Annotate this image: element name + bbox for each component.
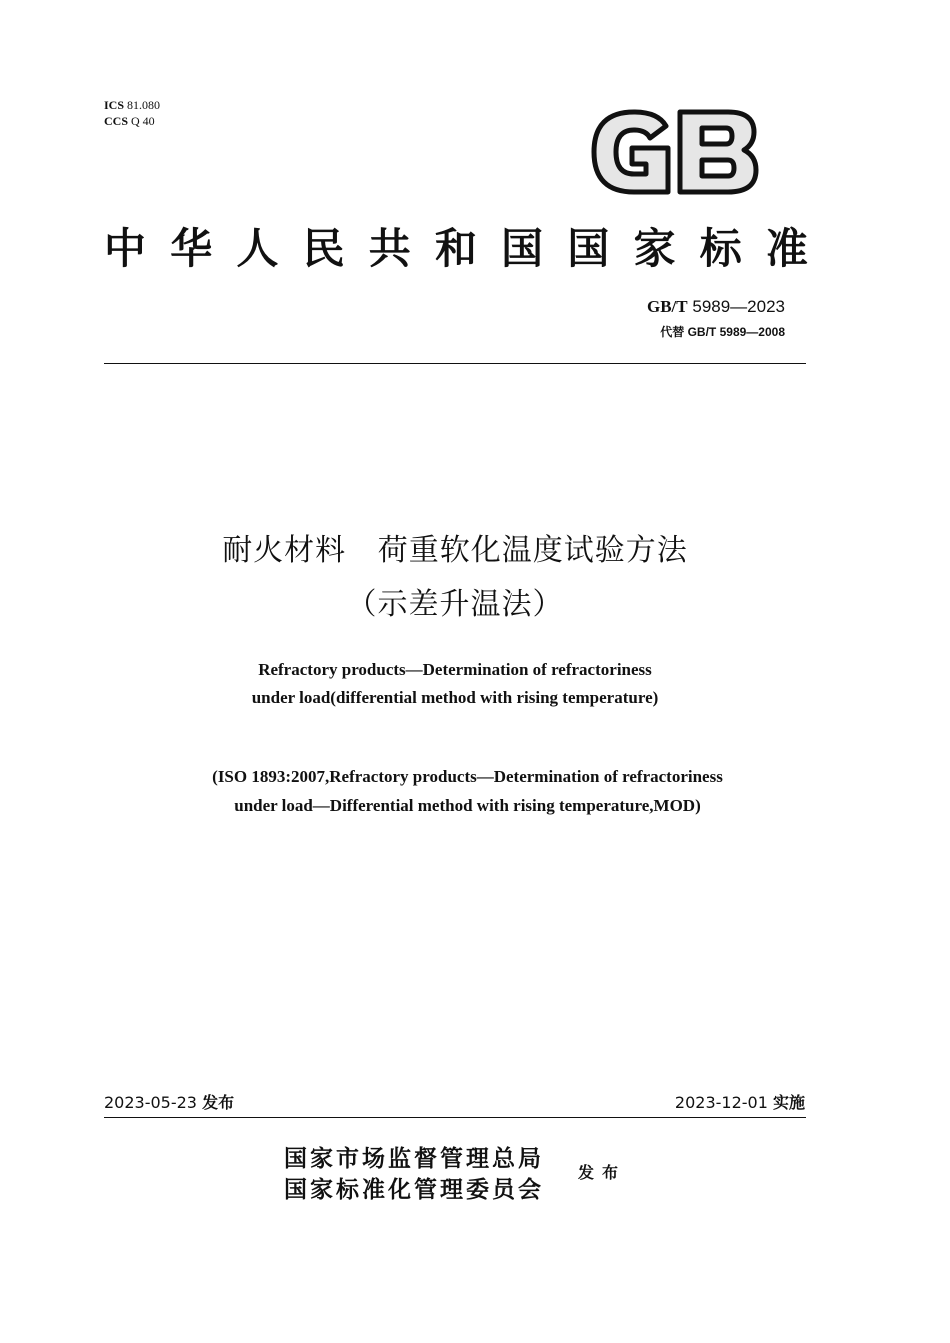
heading-char: 准 — [765, 224, 808, 273]
heading-char: 标 — [699, 224, 742, 273]
issuer-sac: 国家标准化管理委员会 — [284, 1176, 544, 1203]
heading-char: 家 — [633, 224, 676, 273]
issuing-authorities — [284, 1143, 544, 1205]
classification-codes — [104, 97, 160, 129]
heading-char: 民 — [302, 224, 345, 273]
svg-text:GB: GB — [674, 158, 676, 159]
heading-char: 人 — [236, 224, 279, 273]
standard-number: GB/T 5989—2023 — [647, 297, 785, 316]
issuer-samr: 国家市场监督管理总局 — [284, 1145, 544, 1172]
title-zh-line2: （示差升温法） — [346, 587, 564, 622]
iso-reference-line1: (ISO 1893:2007,Refractory products—Determination of refractoriness — [212, 767, 723, 786]
header-divider — [104, 363, 806, 364]
heading-char: 中 — [104, 224, 147, 273]
national-standard-heading — [104, 218, 808, 274]
effective-date: 2023-12-01 实施 — [674, 1093, 805, 1112]
ics-code: ICS 81.080 — [104, 98, 161, 112]
published-date: 2023-05-23 发布 — [104, 1093, 235, 1112]
heading-char: 国 — [567, 224, 610, 273]
iso-reference-line2: under load—Differential method with rising temperature,MOD) — [234, 796, 701, 815]
heading-char: 和 — [434, 224, 477, 273]
title-en-line1: Refractory products—Determination of refractoriness — [258, 660, 652, 679]
ccs-code: CCS Q 40 — [104, 114, 155, 128]
title-en-line2: under load(differential method with rising temperature) — [251, 688, 659, 707]
heading-char: 国 — [501, 224, 544, 273]
issue-label: 发布 — [578, 1163, 627, 1182]
gb-logo-g — [594, 112, 668, 192]
footer-divider — [104, 1117, 806, 1118]
gb-logo — [588, 108, 760, 196]
heading-char: 共 — [368, 224, 411, 273]
heading-char: 华 — [170, 224, 213, 273]
gb-logo-b — [680, 112, 756, 192]
replaces-standard: 代替 GB/T 5989—2008 — [660, 325, 785, 339]
title-zh-line1: 耐火材料 荷重软化温度试验方法 — [222, 533, 688, 568]
